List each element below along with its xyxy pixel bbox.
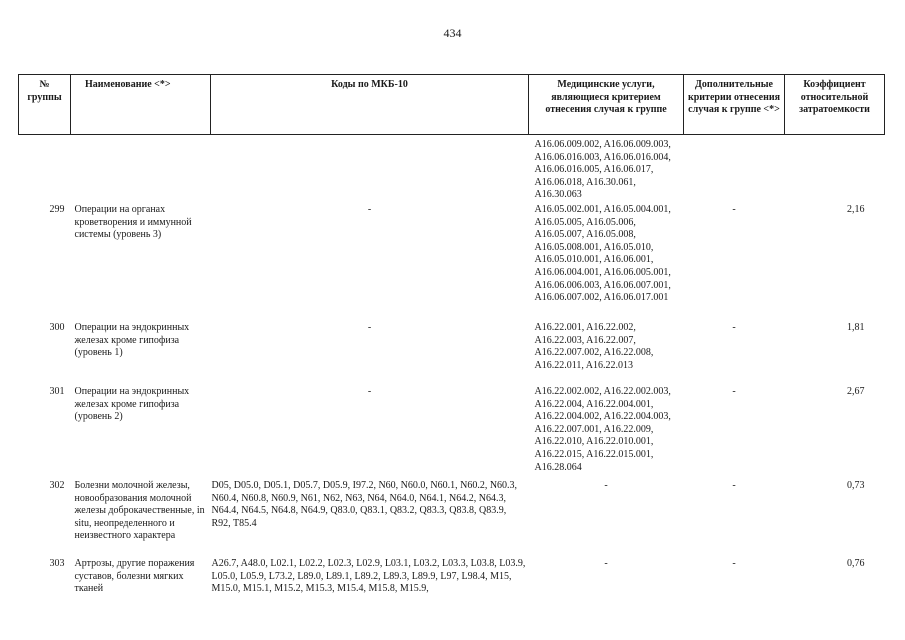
medical-services: A16.22.002.002, A16.22.002.003, A16.22.004, A16.22.004.001, A16.22.004.002, A16.22.004.003, A16.22.007.001, A16.22.009, A16.22.010, A16.22.010.001, A16.22.015, A16.22.015.001, A16.28.064 <box>534 385 671 473</box>
icd-codes: D05, D05.0, D05.1, D05.7, D05.9, I97.2, N60, N60.0, N60.1, N60.2, N60.3, N60.4, N60.8, N60.9, N61, N62, N63, N64, N64.0, N64.1, N64.2, N64.3, N64.4, N64.5, N64.8, N64.9, Q83.0, Q83.1, Q83.2, Q83.3, Q83.8, Q83.9, R92, T85.4 <box>211 479 518 529</box>
header-additional-criteria: Дополнительные критерии отнесения случая к группе <*> <box>684 75 785 135</box>
icd-codes: - <box>367 385 372 397</box>
continuation-services: A16.06.009.002, A16.06.009.003, A16.06.016.003, A16.06.016.004, A16.06.016.005, A16.06.017, A16.06.018, A16.30.061, A16.30.063 <box>534 139 671 201</box>
header-coefficient: Коэффициент относительной затратоемкости <box>785 75 885 135</box>
medical-services: - <box>604 479 608 491</box>
additional-criteria: - <box>732 385 736 397</box>
drg-table <box>18 74 885 596</box>
medical-services: A16.22.001, A16.22.002, A16.22.003, A16.22.007, A16.22.007.002, A16.22.008, A16.22.011, A16.22.013 <box>534 321 654 371</box>
medical-services: A16.05.002.001, A16.05.004.001, A16.05.005, A16.05.006, A16.05.007, A16.05.008, A16.05.008.001, A16.05.010, A16.05.010.001, A16.06.001, A16.06.004.001, A16.06.005.001, A16.06.006.003, A16.06.007.001, A16.06.007.002, A16.06.017.001 <box>534 203 671 304</box>
additional-criteria: - <box>732 203 736 215</box>
coefficient: 0,76 <box>847 557 865 569</box>
group-name: Операции на эндокринных железах кроме гипофиза (уровень 2) <box>74 385 190 423</box>
table-row <box>19 322 885 386</box>
group-number: 300 <box>49 321 65 333</box>
group-name: Болезни молочной железы, новообразования молочной железы доброкачественные, in situ, неопределенного и неизвестного характера <box>74 479 205 542</box>
additional-criteria: - <box>732 321 736 333</box>
group-number: 301 <box>49 385 65 397</box>
group-name: Артрозы, другие поражения суставов, болезни мягких тканей <box>74 557 195 595</box>
table-header-row <box>19 75 885 135</box>
icd-codes: A26.7, A48.0, L02.1, L02.2, L02.3, L02.9, L03.1, L03.2, L03.3, L03.8, L03.9, L05.0, L05.9, L73.2, L89.0, L89.1, L89.2, L89.3, L89.9, L97, L98.4, M15, M15.0, M15.1, M15.2, M15.3, M15.4, M15.8, M15.9, <box>211 557 526 595</box>
page-number: 434 <box>443 26 462 40</box>
coefficient: 2,67 <box>847 385 865 397</box>
group-number: 299 <box>49 203 65 215</box>
group-name: Операции на эндокринных железах кроме гипофиза (уровень 1) <box>74 321 190 359</box>
additional-criteria: - <box>732 557 736 569</box>
header-medical-services: Медицинские услуги, являющиеся критерием отнесения случая к группе <box>529 75 684 135</box>
coefficient: 2,16 <box>847 203 865 215</box>
table-row-continuation <box>19 135 885 202</box>
medical-services: - <box>604 557 608 569</box>
icd-codes: - <box>367 321 372 333</box>
table-row <box>19 202 885 322</box>
icd-codes: - <box>367 203 372 215</box>
coefficient: 0,73 <box>847 479 865 491</box>
header-name: Наименование <*> <box>71 75 211 135</box>
header-group-no: № группы <box>19 75 71 135</box>
coefficient: 1,81 <box>847 321 865 333</box>
table-row <box>19 386 885 478</box>
table-row <box>19 556 885 596</box>
group-number: 303 <box>49 557 65 569</box>
table-row <box>19 478 885 556</box>
group-name: Операции на органах кроветворения и иммунной системы (уровень 3) <box>74 203 192 241</box>
group-number: 302 <box>49 479 65 491</box>
header-icd-codes: Коды по МКБ-10 <box>211 75 529 135</box>
additional-criteria: - <box>732 479 736 491</box>
